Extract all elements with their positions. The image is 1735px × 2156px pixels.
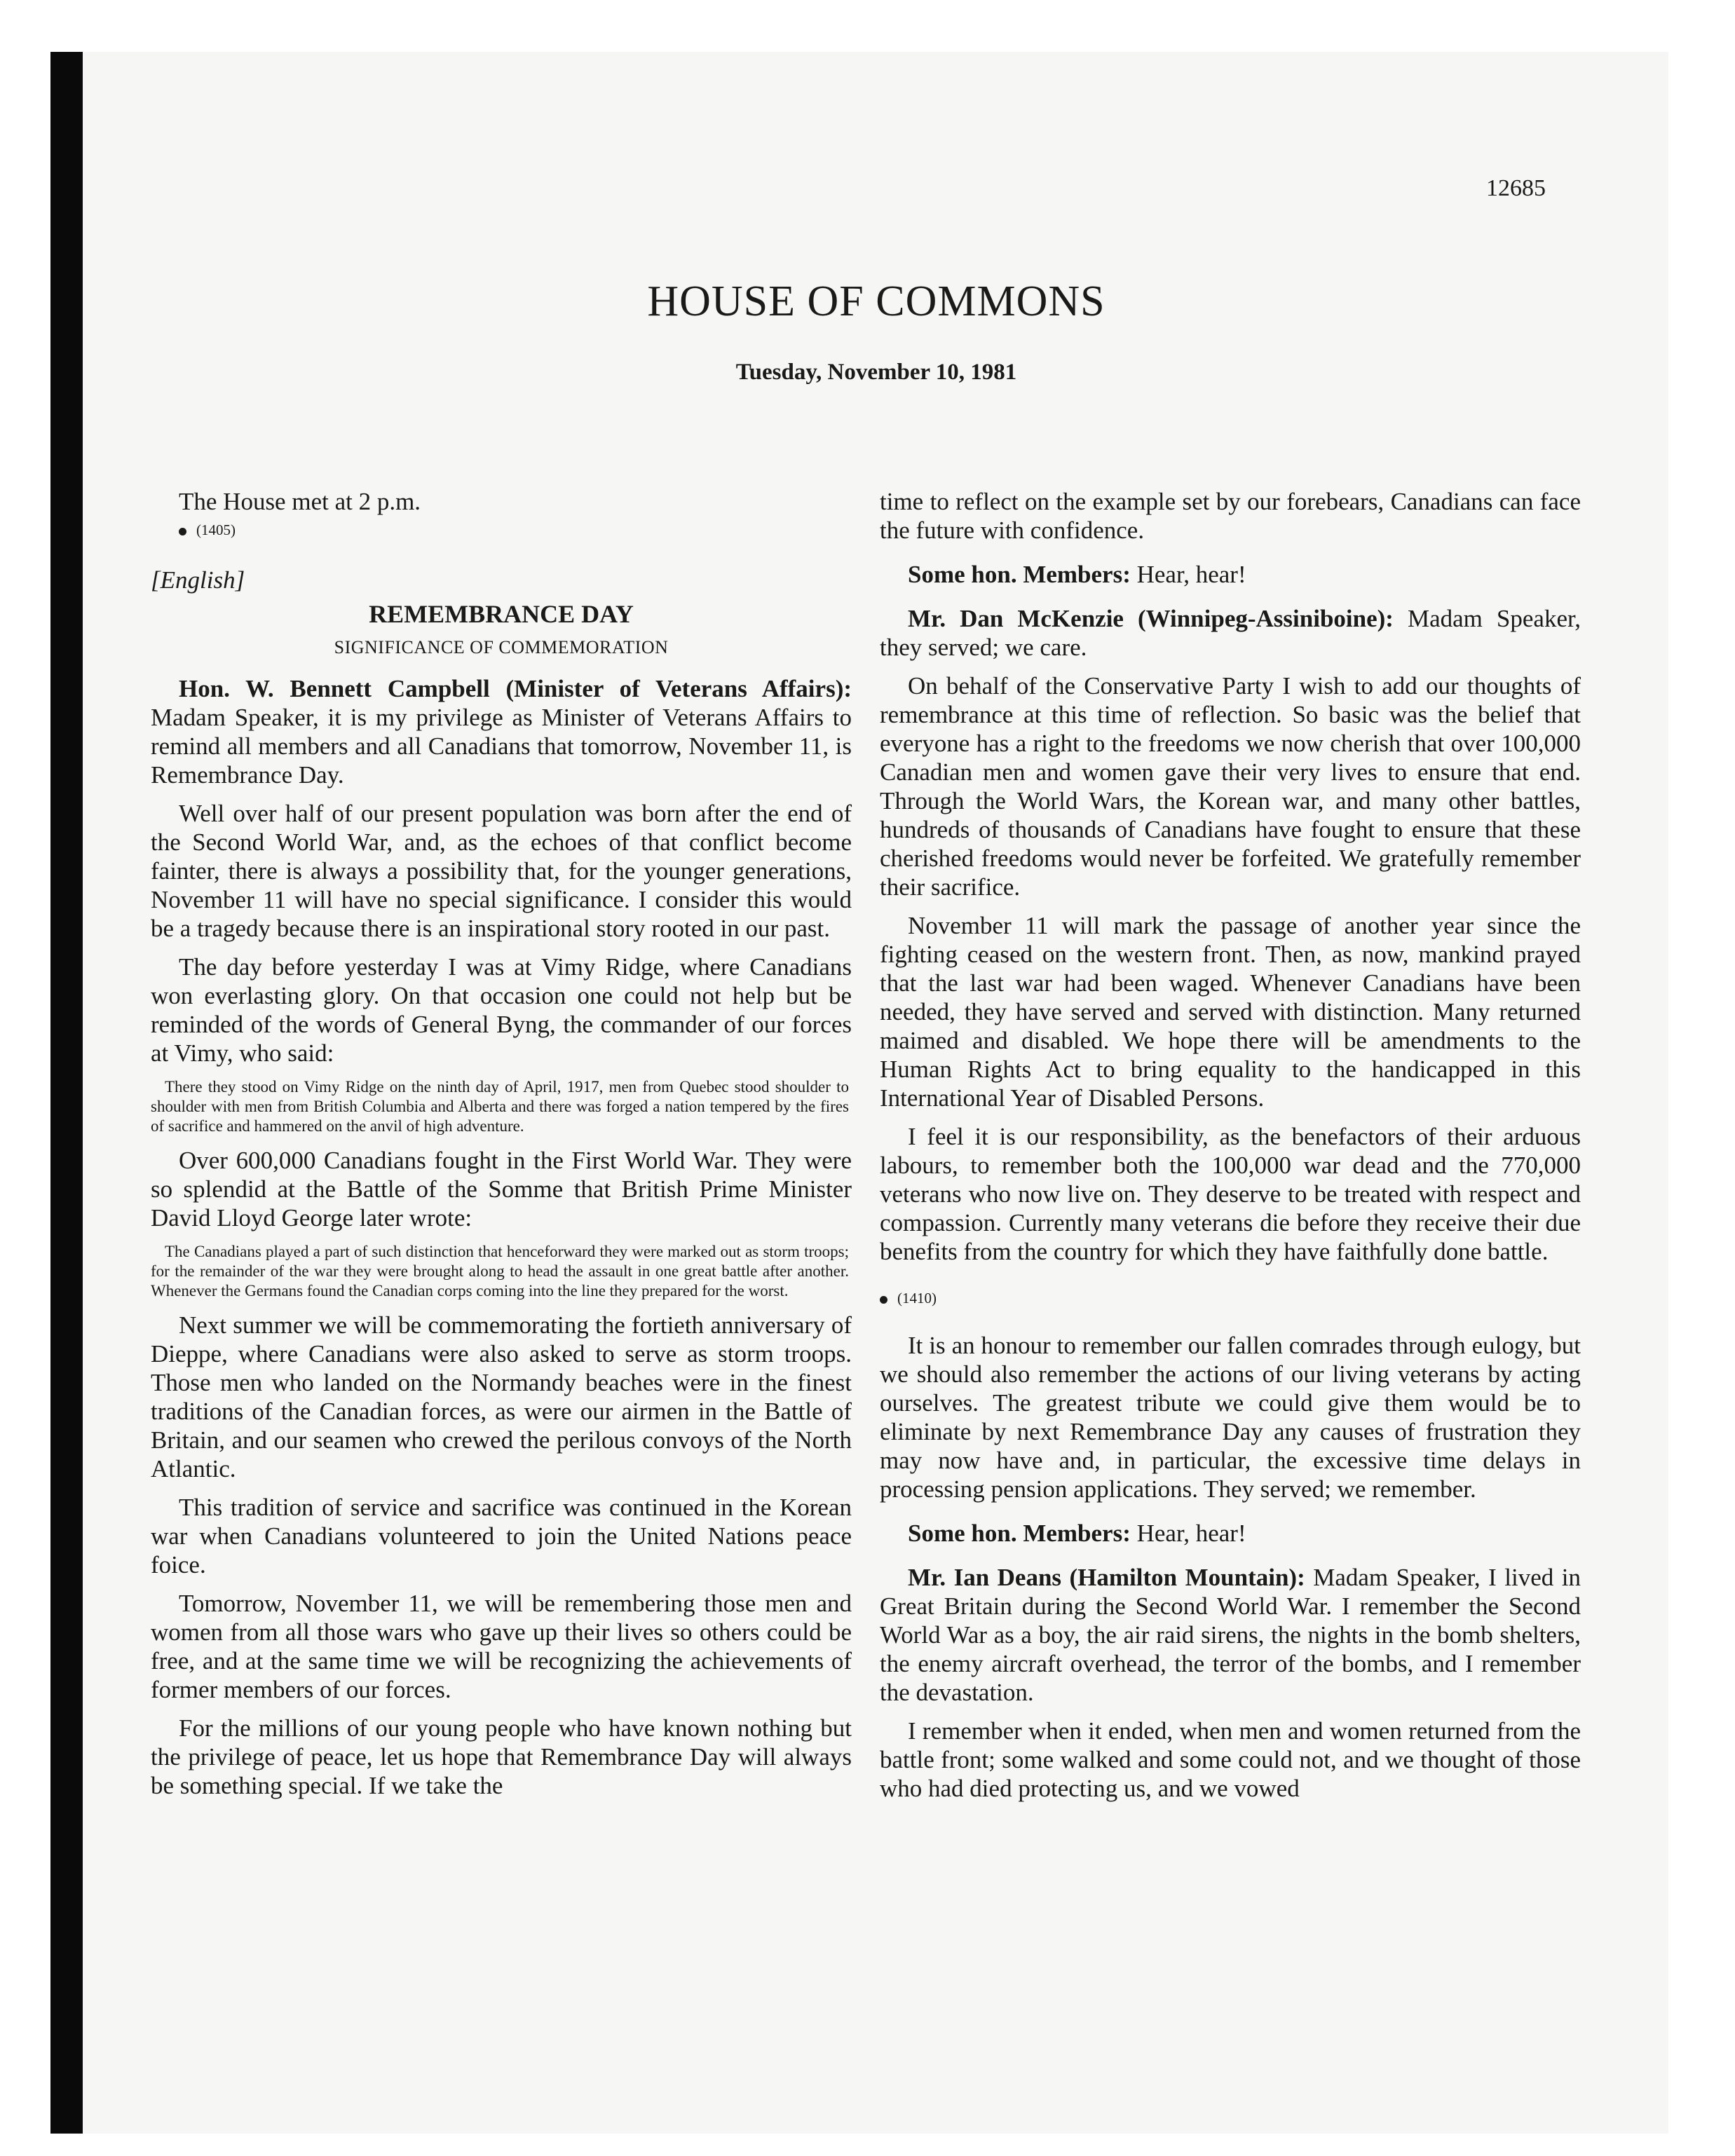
paragraph: November 11 will mark the passage of another year since the fighting ceased on the western front. Then, as now, mankind prayed that the last war had been waged. Whenever Canadians have been needed, they have served and served with distinction. Many returned maimed and disabled. We hope there will be amendments to the Human Rights Act to bring equality to the handicapped in this International Year of Disabled Persons.	[880, 912, 1581, 1112]
time-marker	[880, 1284, 1581, 1313]
paragraph: This tradition of service and sacrifice was continued in the Korean war when Canadians volunteered to join the United Nations peace foice.	[151, 1494, 852, 1578]
right-column	[880, 487, 1581, 1803]
time-marker-text: (1405)	[196, 521, 236, 538]
opening-line: The House met at 2 p.m.	[179, 488, 421, 515]
scan-binding-edge	[50, 52, 83, 2134]
page-title: HOUSE OF COMMONS	[647, 278, 1105, 325]
paragraph: It is an honour to remember our fallen comrades through eulogy, but we should also remember the actions of our living veterans by acting ourselves. The greatest tribute we could give them would be to eliminate by next Remembrance Day any causes of frustration they may now have and, in particular, the excessive time delays in processing pension applications. They served; we remember.	[880, 1332, 1581, 1503]
speech-mckenzie	[880, 604, 1581, 662]
paragraph: Tomorrow, November 11, we will be remembering those men and women from all those wars who gave up their lives so others could be free, and at the same time we will be recognizing the achievements of former members of our forces.	[151, 1590, 852, 1703]
time-marker-text: (1410)	[897, 1290, 937, 1306]
speech-campbell	[151, 674, 852, 789]
paragraph: For the millions of our young people who have known nothing but the privilege of peace, let us hope that Remembrance Day will always be something special. If we take the	[151, 1714, 852, 1799]
speech-text: Madam Speaker, I lived in Great Britain during the Second World War. I remember the Second World War as a boy, the air raid sirens, the nights in the bomb shelters, the enemy aircraft overhead, the terror of the bombs, and I remember the devastation.	[880, 1564, 1581, 1706]
block-quote: The Canadians played a part of such distinction that henceforward they were marked out as storm troops; for the remainder of the war they were brought along to head the assault in one great battle after another. Whenever the Germans found the Canadian corps coming into the line they prepared for the worst.	[151, 1243, 849, 1299]
applause	[880, 1519, 1581, 1548]
speech-text: Hear, hear!	[1136, 1520, 1246, 1547]
speech-deans	[880, 1563, 1581, 1707]
applause	[880, 560, 1581, 589]
speaker-name: Mr. Dan McKenzie (Winnipeg-Assiniboine):	[908, 605, 1394, 632]
sitting-date: Tuesday, November 10, 1981	[735, 360, 1017, 385]
page-number: 12685	[1486, 175, 1546, 201]
paragraph: I feel it is our responsibility, as the benefactors of their arduous labours, to remember both the 100,000 war dead and the 770,000 veterans who now live on. They deserve to be treated with respect and compassion. Currently many veterans die before they receive their due benefits from the country for which they have faithfully done battle.	[880, 1123, 1581, 1265]
paragraph: On behalf of the Conservative Party I wish to add our thoughts of remembrance at this time of reflection. So basic was the belief that everyone has a right to the freedoms we now cherish that over 100,000 Canadian men and women gave their very lives to ensure that end. Through the World Wars, the Korean war, and many other battles, hundreds of thousands of Canadians have fought to ensure that these cherished freedoms would never be forfeited. We gratefully remember their sacrifice.	[880, 672, 1581, 901]
paragraph: Well over half of our present population was born after the end of the Second World War, and, as the echoes of that conflict become fainter, there is always a possibility that, for the younger generations, November 11 will have no special significance. I consider this would be a tragedy because there is an inspirational story rooted in our past.	[151, 800, 852, 942]
paragraph: time to reflect on the example set by our forebears, Canadians can face the future with confidence.	[880, 488, 1581, 544]
speech-text: Madam Speaker, it is my privilege as Minister of Veterans Affairs to remind all members and all Canadians that tomorrow, November 11, is Remembrance Day.	[151, 704, 852, 789]
bullet-icon	[880, 1296, 887, 1304]
bullet-icon	[179, 528, 186, 535]
section-subheading: SIGNIFICANCE OF COMMEMORATION	[334, 637, 669, 657]
left-column	[151, 487, 852, 1800]
time-marker	[151, 516, 852, 545]
paragraph: The day before yesterday I was at Vimy Ridge, where Canadians won everlasting glory. On that occasion one could not help but be reminded of the words of General Byng, the commander of our forces at Vimy, who said:	[151, 953, 852, 1067]
block-quote: There they stood on Vimy Ridge on the ninth day of April, 1917, men from Quebec stood shoulder to shoulder with men from British Columbia and Alberta and there was forged a nation tempered by the fires of sacrifice and hammered on the anvil of high adventure.	[151, 1078, 849, 1135]
speaker-name: Some hon. Members:	[908, 1520, 1131, 1547]
speaker-name: Hon. W. Bennett Campbell (Minister of Veterans Affairs):	[179, 675, 852, 702]
paragraph: Next summer we will be commemorating the fortieth anniversary of Dieppe, where Canadians were also asked to serve as storm troops. Those men who landed on the Normandy beaches were in the finest traditions of the Canadian forces, as were our airmen in the Battle of Britain, and our seamen who crewed the perilous convoys of the North Atlantic.	[151, 1311, 852, 1482]
speech-text: Madam Speaker, they served; we care.	[880, 605, 1581, 661]
speaker-name: Mr. Ian Deans (Hamilton Mountain):	[908, 1564, 1305, 1591]
speaker-name: Some hon. Members:	[908, 561, 1131, 588]
paragraph: I remember when it ended, when men and women returned from the battle front; some walked and some could not, and we thought of those who had died protecting us, and we vowed	[880, 1717, 1581, 1802]
section-heading: REMEMBRANCE DAY	[369, 600, 634, 628]
paragraph: Over 600,000 Canadians fought in the First World War. They were so splendid at the Battle of the Somme that British Prime Minister David Lloyd George later wrote:	[151, 1147, 852, 1231]
speech-text: Hear, hear!	[1136, 561, 1246, 588]
language-note: [English]	[151, 566, 245, 594]
